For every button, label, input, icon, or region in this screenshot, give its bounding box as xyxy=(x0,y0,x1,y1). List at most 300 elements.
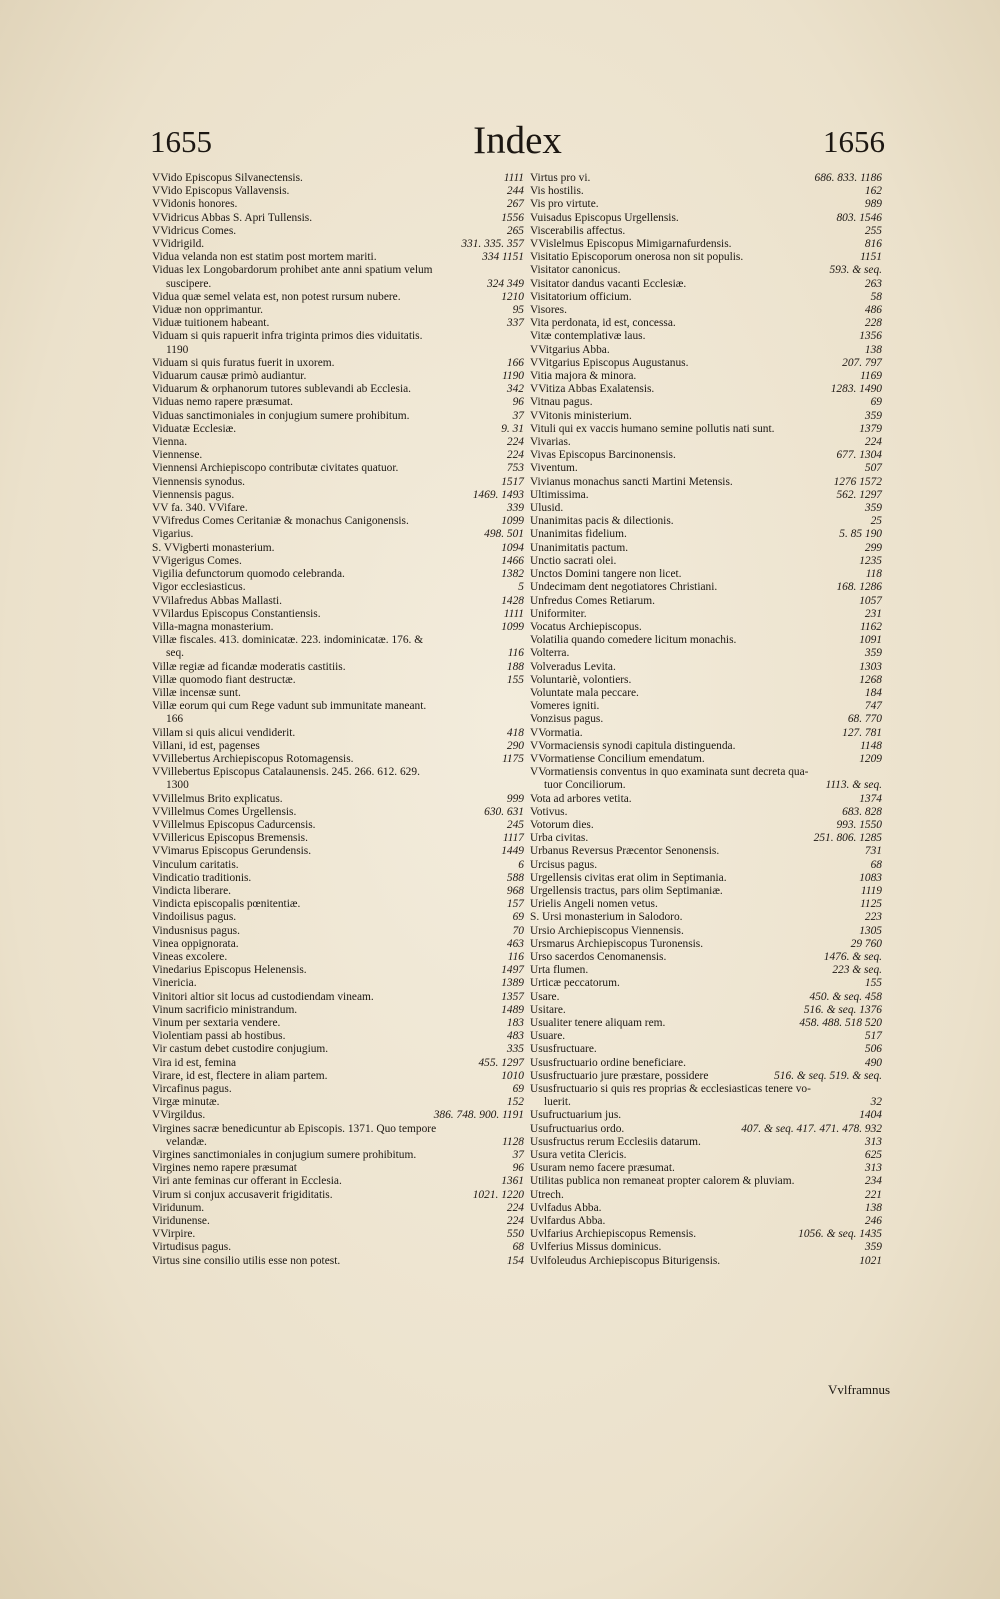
entry-term: Uvlfoleudus Archiepiscopus Biturigensis. xyxy=(530,1254,721,1267)
entry-term: VVitonis ministerium. xyxy=(530,409,632,422)
index-entry xyxy=(152,595,524,608)
entry-term: Usitare. xyxy=(530,1003,566,1016)
entry-term: Vinea oppignorata. xyxy=(152,937,239,950)
index-entry xyxy=(152,370,524,383)
index-entry xyxy=(152,1215,524,1228)
entry-reference: 68. 770 xyxy=(847,713,882,726)
entry-term: Ususfructuare. xyxy=(530,1043,597,1056)
index-entry xyxy=(152,832,524,845)
entry-term: Vitæ contemplativæ laus. xyxy=(530,330,646,343)
index-entry xyxy=(530,766,882,779)
index-entry xyxy=(152,674,524,687)
entry-term: VVillelmus Comes Urgellensis. xyxy=(152,805,297,818)
entry-term: VVitiza Abbas Exalatensis. xyxy=(530,383,655,396)
entry-term: Usare. xyxy=(530,990,560,1003)
entry-term: Urgellensis civitas erat olim in Septimania. xyxy=(530,871,727,884)
entry-reference: 224 xyxy=(506,1215,524,1228)
entry-reference: 359 xyxy=(864,502,882,515)
entry-reference: 313 xyxy=(864,1135,882,1148)
index-entry xyxy=(152,462,524,475)
entry-reference: 1125 xyxy=(860,898,882,911)
entry-term: Vidua velanda non est statim post mortem mariti. xyxy=(152,251,377,264)
index-entry xyxy=(152,502,524,515)
index-entry xyxy=(530,1136,882,1149)
entry-term: VVido Episcopus Silvanectensis. xyxy=(152,172,303,184)
entry-term: Viri ante feminas cur offerant in Ecclesia. xyxy=(152,1175,342,1188)
index-entry xyxy=(530,449,882,462)
entry-reference: 339 xyxy=(506,502,524,515)
entry-term: Usufructuarium jus. xyxy=(530,1109,622,1122)
entry-reference: 58 xyxy=(870,290,882,303)
entry-term: Viennensi Archiepiscopo contributæ civitates quatuor. xyxy=(152,462,399,475)
entry-reference: 118 xyxy=(865,568,882,581)
entry-term: Virtus sine consilio utilis esse non potest. xyxy=(152,1254,341,1267)
index-entry xyxy=(152,251,524,264)
index-entry xyxy=(530,1215,882,1228)
entry-reference: 5. 85 190 xyxy=(839,528,882,541)
entry-term: Viridunum. xyxy=(152,1201,205,1214)
index-entry xyxy=(152,898,524,911)
entry-term: Viduam si quis rapuerit infra triginta primos dies viduitatis. xyxy=(152,330,423,343)
index-entry xyxy=(152,806,524,819)
entry-term: VVirgildus. xyxy=(152,1109,206,1122)
entry-term: Villæ incensæ sunt. xyxy=(152,686,241,699)
index-entry xyxy=(152,845,524,858)
index-entry xyxy=(152,1109,524,1122)
index-entry xyxy=(152,766,524,779)
entry-term: VVislelmus Episcopus Mimigarnafurdensis. xyxy=(530,238,732,251)
entry-reference: 188 xyxy=(506,660,524,673)
index-entry xyxy=(152,1175,524,1188)
entry-reference: 1099 xyxy=(501,620,524,633)
entry-reference: 677. 1304 xyxy=(836,449,882,462)
entry-term: Undecimam dent negotiatores Christiani. xyxy=(530,581,718,594)
index-entry xyxy=(152,964,524,977)
entry-term: Virtudisus pagus. xyxy=(152,1241,232,1254)
entry-term: Vis pro virtute. xyxy=(530,198,599,211)
entry-term: Ususfructuario ordine beneficiare. xyxy=(530,1056,686,1069)
entry-reference: 506 xyxy=(864,1043,882,1056)
entry-term: 1300 xyxy=(166,779,189,792)
entry-reference: 1111 xyxy=(503,172,524,184)
index-entry xyxy=(152,1255,524,1268)
entry-reference: 1113. & seq. xyxy=(825,779,882,792)
index-entry xyxy=(152,621,524,634)
index-entry xyxy=(152,1083,524,1096)
index-entry xyxy=(530,476,882,489)
entry-reference: 224 xyxy=(506,436,524,449)
entry-term: Virtus pro vi. xyxy=(530,172,591,184)
entry-term: Villæ fiscales. 413. dominicatæ. 223. indominicatæ. 176. & xyxy=(152,634,424,647)
entry-term: Viduas sanctimoniales in conjugium sumere prohibitum. xyxy=(152,409,410,422)
entry-reference: 1111 xyxy=(503,607,524,620)
entry-reference: 1083 xyxy=(859,871,882,884)
index-entry xyxy=(530,621,882,634)
index-entry xyxy=(152,185,524,198)
entry-term: Vigarius. xyxy=(152,528,194,541)
entry-reference: 267 xyxy=(506,198,524,211)
entry-reference: 263 xyxy=(864,277,882,290)
entry-reference: 69 xyxy=(870,396,882,409)
index-entry xyxy=(530,542,882,555)
entry-term: Visitator canonicus. xyxy=(530,264,621,277)
entry-term: Utilitas publica non remaneat propter calorem & pluviam. xyxy=(530,1175,795,1188)
index-entry xyxy=(152,1189,524,1202)
entry-term: Ususfructus rerum Ecclesiis datarum. xyxy=(530,1135,701,1148)
entry-reference: 359 xyxy=(864,647,882,660)
entry-reference: 168. 1286 xyxy=(836,581,882,594)
index-entry xyxy=(530,581,882,594)
entry-reference: 9. 31 xyxy=(501,422,524,435)
entry-term: Viduarum causæ primò audiantur. xyxy=(152,370,307,383)
index-entry xyxy=(530,793,882,806)
index-entry xyxy=(152,779,524,792)
entry-reference: 386. 748. 900. 1191 xyxy=(433,1109,524,1122)
entry-reference: 1283. 1490 xyxy=(830,383,882,396)
entry-reference: 507 xyxy=(864,462,882,475)
index-entry xyxy=(152,819,524,832)
entry-reference: 1497 xyxy=(501,964,524,977)
index-entry xyxy=(152,449,524,462)
entry-reference: 251. 806. 1285 xyxy=(813,832,882,845)
entry-term: Viennense. xyxy=(152,449,203,462)
entry-reference: 1268 xyxy=(859,673,882,686)
entry-term: VVitgarius Abba. xyxy=(530,343,610,356)
index-entry xyxy=(530,568,882,581)
index-entry xyxy=(530,859,882,872)
entry-reference: 993. 1550 xyxy=(836,818,882,831)
index-entry xyxy=(530,1255,882,1268)
index-entry xyxy=(152,383,524,396)
entry-term: VVormatiense Concilium emendatum. xyxy=(530,752,705,765)
entry-term: Virare, id est, flectere in aliam partem. xyxy=(152,1069,328,1082)
entry-term: VVormatiensis conventus in quo examinata sunt decreta qua- xyxy=(530,766,809,779)
index-entry xyxy=(152,555,524,568)
entry-reference: 407. & seq. 417. 471. 478. 932 xyxy=(741,1122,882,1135)
entry-reference: 231 xyxy=(864,607,882,620)
index-entry xyxy=(152,1096,524,1109)
index-entry xyxy=(152,304,524,317)
entry-term: Unanimitas fidelium. xyxy=(530,528,627,541)
entry-term: Urbanus Reversus Præcentor Senonensis. xyxy=(530,845,720,858)
left-page-number: 1655 xyxy=(150,124,212,159)
index-entry xyxy=(530,977,882,990)
entry-reference: 999 xyxy=(506,792,524,805)
index-entry xyxy=(530,819,882,832)
entry-term: Ususfructuario jure præstare, possidere xyxy=(530,1069,709,1082)
index-entry xyxy=(530,727,882,740)
entry-term: Uvlfarius Archiepiscopus Remensis. xyxy=(530,1228,697,1241)
entry-reference: 246 xyxy=(864,1215,882,1228)
entry-term: S. VVigberti monasterium. xyxy=(152,541,275,554)
entry-term: Ultimissima. xyxy=(530,488,589,501)
index-entry xyxy=(152,1149,524,1162)
index-entry xyxy=(152,1004,524,1017)
entry-term: Urba civitas. xyxy=(530,832,589,845)
index-entry xyxy=(530,515,882,528)
entry-term: Ursio Archiepiscopus Viennensis. xyxy=(530,924,684,937)
index-entry xyxy=(152,489,524,502)
entry-reference: 234 xyxy=(864,1175,882,1188)
entry-reference: 1357 xyxy=(501,990,524,1003)
index-entry xyxy=(152,291,524,304)
index-entry xyxy=(152,476,524,489)
index-entry xyxy=(152,740,524,753)
index-entry xyxy=(152,278,524,291)
index-entry xyxy=(530,687,882,700)
entry-reference: 1190 xyxy=(502,370,524,383)
entry-reference: 1361 xyxy=(501,1175,524,1188)
entry-term: Uniformiter. xyxy=(530,607,587,620)
index-entry xyxy=(152,727,524,740)
entry-term: Uvlferius Missus dominicus. xyxy=(530,1241,662,1254)
entry-reference: 418 xyxy=(506,726,524,739)
entry-term: Villæ quomodo fiant destructæ. xyxy=(152,673,296,686)
entry-term: Usufructuarius ordo. xyxy=(530,1122,625,1135)
entry-reference: 166 xyxy=(506,356,524,369)
entry-term: Virgines nemo rapere præsumat xyxy=(152,1162,297,1175)
index-entry xyxy=(530,1083,882,1096)
index-entry xyxy=(530,911,882,924)
entry-term: Vita perdonata, id est, concessa. xyxy=(530,317,676,330)
entry-reference: 95 xyxy=(512,304,524,317)
entry-term: Urielis Angeli nomen vetus. xyxy=(530,898,658,911)
index-entry xyxy=(152,225,524,238)
index-entry xyxy=(152,911,524,924)
entry-term: Visitatorium officium. xyxy=(530,290,632,303)
entry-term: Usuram nemo facere præsumat. xyxy=(530,1162,675,1175)
entry-term: Uvlfadus Abba. xyxy=(530,1201,602,1214)
index-entry xyxy=(530,661,882,674)
entry-reference: 1056. & seq. 1435 xyxy=(798,1228,882,1241)
index-entry xyxy=(530,1228,882,1241)
entry-reference: 1175 xyxy=(502,752,524,765)
entry-reference: 1169 xyxy=(860,370,882,383)
entry-term: Vidua quæ semel velata est, non potest rursum nubere. xyxy=(152,290,401,303)
entry-reference: 313 xyxy=(864,1162,882,1175)
entry-term: velandæ. xyxy=(166,1135,207,1148)
entry-reference: 68 xyxy=(512,1241,524,1254)
entry-term: Volterra. xyxy=(530,647,570,660)
entry-reference: 463 xyxy=(506,937,524,950)
index-entry xyxy=(152,753,524,766)
index-entry xyxy=(152,1057,524,1070)
index-entry xyxy=(152,1202,524,1215)
entry-term: Utrech. xyxy=(530,1188,564,1201)
entry-term: Vota ad arbores vetita. xyxy=(530,792,632,805)
index-entry xyxy=(530,634,882,647)
index-entry xyxy=(530,740,882,753)
index-entry xyxy=(530,991,882,1004)
index-entry xyxy=(530,396,882,409)
entry-term: Unctos Domini tangere non licet. xyxy=(530,568,682,581)
index-entry xyxy=(152,238,524,251)
entry-term: Vitia majora & minora. xyxy=(530,370,637,383)
entry-term: VVimarus Episcopus Gerundensis. xyxy=(152,845,312,858)
index-entry xyxy=(530,383,882,396)
entry-reference: 593. & seq. xyxy=(829,264,882,277)
entry-reference: 223 xyxy=(864,911,882,924)
entry-term: Vindicatio traditionis. xyxy=(152,871,252,884)
entry-term: Vienna. xyxy=(152,436,188,449)
index-entry xyxy=(530,1162,882,1175)
index-entry xyxy=(152,608,524,621)
index-entry xyxy=(530,291,882,304)
entry-reference: 138 xyxy=(864,343,882,356)
entry-reference: 1162 xyxy=(860,620,882,633)
entry-term: Vindusnisus pagus. xyxy=(152,924,240,937)
index-entry xyxy=(530,872,882,885)
entry-term: Volatilia quando comedere licitum monachis. xyxy=(530,634,737,647)
entry-term: Votivus. xyxy=(530,805,568,818)
entry-reference: 1151 xyxy=(860,251,882,264)
entry-term: Visores. xyxy=(530,304,567,317)
index-entry xyxy=(530,185,882,198)
entry-term: Vitnau pagus. xyxy=(530,396,593,409)
index-entry xyxy=(152,317,524,330)
entry-term: luerit. xyxy=(544,1096,571,1109)
entry-reference: 162 xyxy=(864,185,882,198)
index-entry xyxy=(530,674,882,687)
entry-reference: 29 760 xyxy=(850,937,882,950)
entry-reference: 342 xyxy=(506,383,524,396)
entry-term: Unanimitatis pactum. xyxy=(530,541,629,554)
index-entry xyxy=(530,330,882,343)
entry-term: Vir castum debet custodire conjugium. xyxy=(152,1043,329,1056)
entry-reference: 516. & seq. 519. & seq. xyxy=(774,1069,882,1082)
entry-reference: 1099 xyxy=(501,515,524,528)
entry-term: Unfredus Comes Retiarum. xyxy=(530,594,655,607)
entry-term: VVillebertus Episcopus Catalaunensis. 245. 266. 612. 629. xyxy=(152,766,420,779)
entry-term: VVilafredus Abbas Mallasti. xyxy=(152,594,282,607)
index-entry xyxy=(152,1123,524,1136)
entry-reference: 70 xyxy=(512,924,524,937)
entry-term: VVifredus Comes Ceritaniæ & monachus Canigonensis. xyxy=(152,515,409,528)
index-entry xyxy=(152,1030,524,1043)
index-entry xyxy=(530,436,882,449)
entry-term: VVillelmus Brito explicatus. xyxy=(152,792,283,805)
entry-reference: 753 xyxy=(506,462,524,475)
entry-reference: 138 xyxy=(864,1201,882,1214)
index-entry xyxy=(530,423,882,436)
entry-reference: 683. 828 xyxy=(842,805,882,818)
entry-reference: 1489 xyxy=(501,1003,524,1016)
index-entry xyxy=(530,1096,882,1109)
entry-term: Urso sacerdos Cenomanensis. xyxy=(530,950,667,963)
entry-term: Vircafinus pagus. xyxy=(152,1083,232,1096)
entry-term: VVidonis honores. xyxy=(152,198,238,211)
entry-reference: 1303 xyxy=(859,660,882,673)
index-entry xyxy=(152,1241,524,1254)
entry-term: Vigilia defunctorum quomodo celebranda. xyxy=(152,568,345,581)
entry-reference: 1117 xyxy=(502,832,524,845)
entry-term: Vocatus Archiepiscopus. xyxy=(530,620,642,633)
entry-reference: 1404 xyxy=(859,1109,882,1122)
index-entry xyxy=(530,528,882,541)
entry-reference: 245 xyxy=(506,818,524,831)
entry-reference: 154 xyxy=(506,1254,524,1267)
entry-term: Urcisus pagus. xyxy=(530,858,598,871)
index-entry xyxy=(530,410,882,423)
index-entry xyxy=(530,951,882,964)
entry-term: Uvlfardus Abba. xyxy=(530,1215,606,1228)
entry-term: VVidricus Abbas S. Apri Tullensis. xyxy=(152,211,313,224)
entry-reference: 1466 xyxy=(501,554,524,567)
index-entry xyxy=(530,1057,882,1070)
entry-reference: 1021 xyxy=(859,1254,882,1267)
entry-reference: 244 xyxy=(506,185,524,198)
entry-term: VVormatia. xyxy=(530,726,583,739)
entry-term: Unanimitas pacis & dilectionis. xyxy=(530,515,674,528)
entry-term: Vivas Episcopus Barcinonensis. xyxy=(530,449,676,462)
page-header xyxy=(150,118,885,168)
index-entry xyxy=(530,1241,882,1254)
entry-term: Volveradus Levita. xyxy=(530,660,616,673)
entry-reference: 183 xyxy=(506,1017,524,1029)
index-entry xyxy=(152,264,524,277)
entry-reference: 1382 xyxy=(501,568,524,581)
entry-term: tuor Conciliorum. xyxy=(544,779,626,792)
entry-term: Vindoilisus pagus. xyxy=(152,911,237,924)
index-entry xyxy=(152,661,524,674)
entry-reference: 1209 xyxy=(859,752,882,765)
index-entry xyxy=(152,885,524,898)
index-entry xyxy=(152,344,524,357)
index-entry xyxy=(530,251,882,264)
index-entry xyxy=(152,581,524,594)
index-entry xyxy=(530,172,882,185)
left-index-column xyxy=(152,172,524,1268)
index-entry xyxy=(530,357,882,370)
entry-reference: 228 xyxy=(864,317,882,330)
index-entry xyxy=(530,317,882,330)
entry-reference: 224 xyxy=(506,449,524,462)
entry-term: Urticæ peccatorum. xyxy=(530,977,620,990)
index-entry xyxy=(152,212,524,225)
index-entry xyxy=(530,938,882,951)
entry-reference: 96 xyxy=(512,396,524,409)
entry-reference: 1356 xyxy=(859,330,882,343)
index-entry xyxy=(152,198,524,211)
entry-term: seq. xyxy=(166,647,185,660)
right-index-column xyxy=(530,172,882,1268)
index-entry xyxy=(530,370,882,383)
index-entry xyxy=(530,885,882,898)
index-entry xyxy=(152,647,524,660)
entry-reference: 1094 xyxy=(501,541,524,554)
entry-reference: 152 xyxy=(506,1096,524,1109)
entry-reference: 335 xyxy=(506,1043,524,1056)
entry-term: Villæ regiæ ad ficandæ moderatis castitiis. xyxy=(152,660,346,673)
entry-term: Virgines sacræ benedicuntur ab Episcopis. 1371. Quo tempore xyxy=(152,1122,437,1135)
entry-reference: 255 xyxy=(864,224,882,237)
entry-reference: 483 xyxy=(506,1030,524,1043)
index-entry xyxy=(152,872,524,885)
index-entry xyxy=(530,595,882,608)
entry-term: VVirpire. xyxy=(152,1228,196,1241)
entry-term: Vonzisus pagus. xyxy=(530,713,604,726)
index-entry xyxy=(530,1004,882,1017)
entry-reference: 450. & seq. 458 xyxy=(809,990,882,1003)
index-entry xyxy=(152,1162,524,1175)
entry-reference: 486 xyxy=(864,304,882,317)
entry-reference: 731 xyxy=(864,845,882,858)
entry-reference: 223 & seq. xyxy=(832,964,882,977)
index-entry xyxy=(152,938,524,951)
entry-reference: 127. 781 xyxy=(842,726,882,739)
entry-reference: 207. 797 xyxy=(842,356,882,369)
index-entry xyxy=(530,1017,882,1030)
